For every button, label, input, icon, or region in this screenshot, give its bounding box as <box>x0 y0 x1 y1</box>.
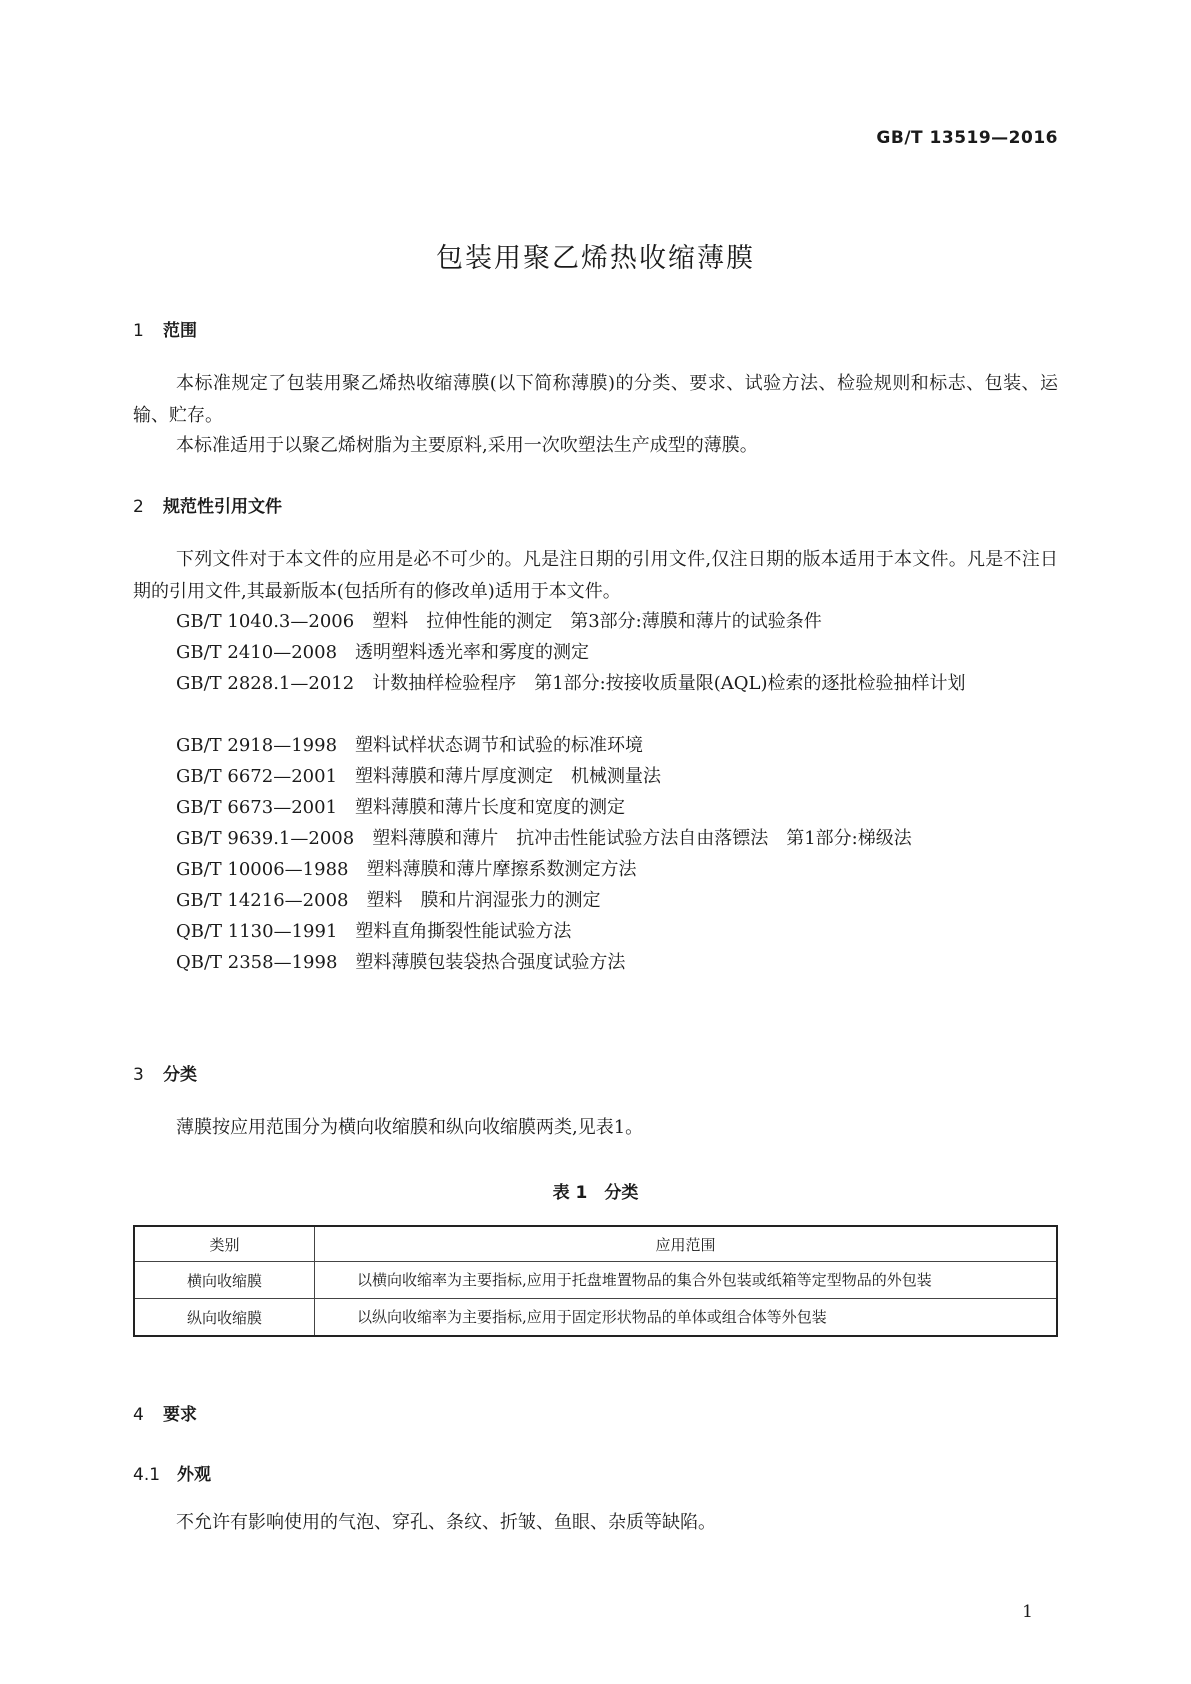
reference-title-part: 塑料薄膜和薄片摩擦系数测定方法 <box>366 859 637 880</box>
section-title: 分类 <box>163 1065 197 1085</box>
reference-code: GB/T 6673—2001 <box>176 797 338 818</box>
reference-item <box>133 792 1058 824</box>
subsection-number: 4.1 <box>133 1465 161 1485</box>
table-header-cell: 应用范围 <box>315 1226 1058 1262</box>
reference-title-part: 塑料薄膜和薄片 <box>372 828 499 849</box>
reference-item <box>133 916 1058 948</box>
reference-title-part: 塑料 <box>366 890 403 911</box>
section-3-heading <box>133 1060 197 1085</box>
section-2-intro: 下列文件对于本文件的应用是必不可少的。凡是注日期的引用文件,仅注日期的版本适用于本文件。凡是不注日期的引用文件,其最新版本(包括所有的修改单)适用于本文件。 <box>133 549 1058 602</box>
reference-title-part: 塑料薄膜和薄片厚度测定 <box>355 766 554 787</box>
reference-item <box>133 606 1058 638</box>
reference-title-part: 塑料试样状态调节和试验的标准环境 <box>355 735 644 756</box>
classification-table <box>133 1225 1058 1337</box>
reference-code: GB/T 2828.1—2012 <box>176 673 355 694</box>
reference-item <box>133 637 1058 669</box>
reference-title-part: 塑料薄膜包装袋热合强度试验方法 <box>355 952 626 973</box>
section-title: 规范性引用文件 <box>163 497 282 517</box>
section-title: 范围 <box>163 321 197 341</box>
reference-code: QB/T 1130—1991 <box>176 921 338 942</box>
section-1-paragraph-2: 本标准适用于以聚乙烯树脂为主要原料,采用一次吹塑法生产成型的薄膜。 <box>176 435 758 456</box>
reference-code: GB/T 6672—2001 <box>176 766 338 787</box>
reference-code: GB/T 10006—1988 <box>176 859 349 880</box>
document-title: 包装用聚乙烯热收缩薄膜 <box>436 243 755 274</box>
reference-code: GB/T 1040.3—2006 <box>176 611 355 632</box>
reference-title-part: 第1部分:梯级法 <box>786 828 912 849</box>
reference-item <box>133 668 1058 700</box>
reference-code: GB/T 2410—2008 <box>176 642 338 663</box>
section-number: 1 <box>133 321 144 341</box>
table-header-row <box>134 1226 1057 1262</box>
reference-title-part: 塑料直角撕裂性能试验方法 <box>355 921 572 942</box>
section-number: 4 <box>133 1405 144 1425</box>
reference-item <box>133 761 1058 793</box>
section-2-heading <box>133 492 282 517</box>
reference-code: GB/T 9639.1—2008 <box>176 828 355 849</box>
table-caption: 表 1 分类 <box>552 1183 639 1203</box>
reference-item <box>133 730 1058 762</box>
reference-item <box>133 885 1058 917</box>
table-cell-category: 横向收缩膜 <box>134 1262 315 1299</box>
subsection-4-1-paragraph: 不允许有影响使用的气泡、穿孔、条纹、折皱、鱼眼、杂质等缺陷。 <box>176 1512 716 1533</box>
reference-title-part: 透明塑料透光率和雾度的测定 <box>355 642 590 663</box>
reference-item <box>133 947 1058 979</box>
reference-code: GB/T 2918—1998 <box>176 735 338 756</box>
section-1-paragraph-1: 本标准规定了包装用聚乙烯热收缩薄膜(以下简称薄膜)的分类、要求、试验方法、检验规则和标志、包装、运输、贮存。 <box>133 373 1058 426</box>
reference-title-part: 塑料 <box>372 611 409 632</box>
reference-code: GB/T 14216—2008 <box>176 890 349 911</box>
section-number: 3 <box>133 1065 144 1085</box>
table-cell-category: 纵向收缩膜 <box>134 1299 315 1337</box>
section-4-heading <box>133 1400 197 1425</box>
reference-title-part: 塑料薄膜和薄片长度和宽度的测定 <box>355 797 626 818</box>
reference-title-part: 计数抽样检验程序 <box>372 673 517 694</box>
reference-item <box>133 854 1058 886</box>
subsection-4-1-heading <box>133 1460 211 1485</box>
reference-title-part: 拉伸性能的测定 <box>426 611 553 632</box>
section-number: 2 <box>133 497 144 517</box>
reference-code: QB/T 2358—1998 <box>176 952 338 973</box>
subsection-title: 外观 <box>177 1465 211 1485</box>
table-cell-scope: 以纵向收缩率为主要指标,应用于固定形状物品的单体或组合体等外包装 <box>315 1299 1058 1337</box>
standard-code: GB/T 13519—2016 <box>876 128 1058 148</box>
section-title: 要求 <box>163 1405 197 1425</box>
table-row <box>134 1299 1057 1337</box>
page-number: 1 <box>1022 1602 1033 1622</box>
section-3-paragraph: 薄膜按应用范围分为横向收缩膜和纵向收缩膜两类,见表1。 <box>176 1117 644 1138</box>
reference-item <box>133 823 1058 855</box>
reference-title-part: 抗冲击性能试验方法自由落镖法 <box>516 828 769 849</box>
reference-title-part: 机械测量法 <box>571 766 662 787</box>
table-row <box>134 1262 1057 1299</box>
table-header-cell: 类别 <box>134 1226 315 1262</box>
reference-title-part: 第3部分:薄膜和薄片的试验条件 <box>570 611 822 632</box>
reference-title-part: 第1部分:按接收质量限(AQL)检索的逐批检验抽样计划 <box>534 673 966 694</box>
table-cell-scope: 以横向收缩率为主要指标,应用于托盘堆置物品的集合外包装或纸箱等定型物品的外包装 <box>315 1262 1058 1299</box>
section-1-heading <box>133 316 197 341</box>
reference-title-part: 膜和片润湿张力的测定 <box>420 890 601 911</box>
